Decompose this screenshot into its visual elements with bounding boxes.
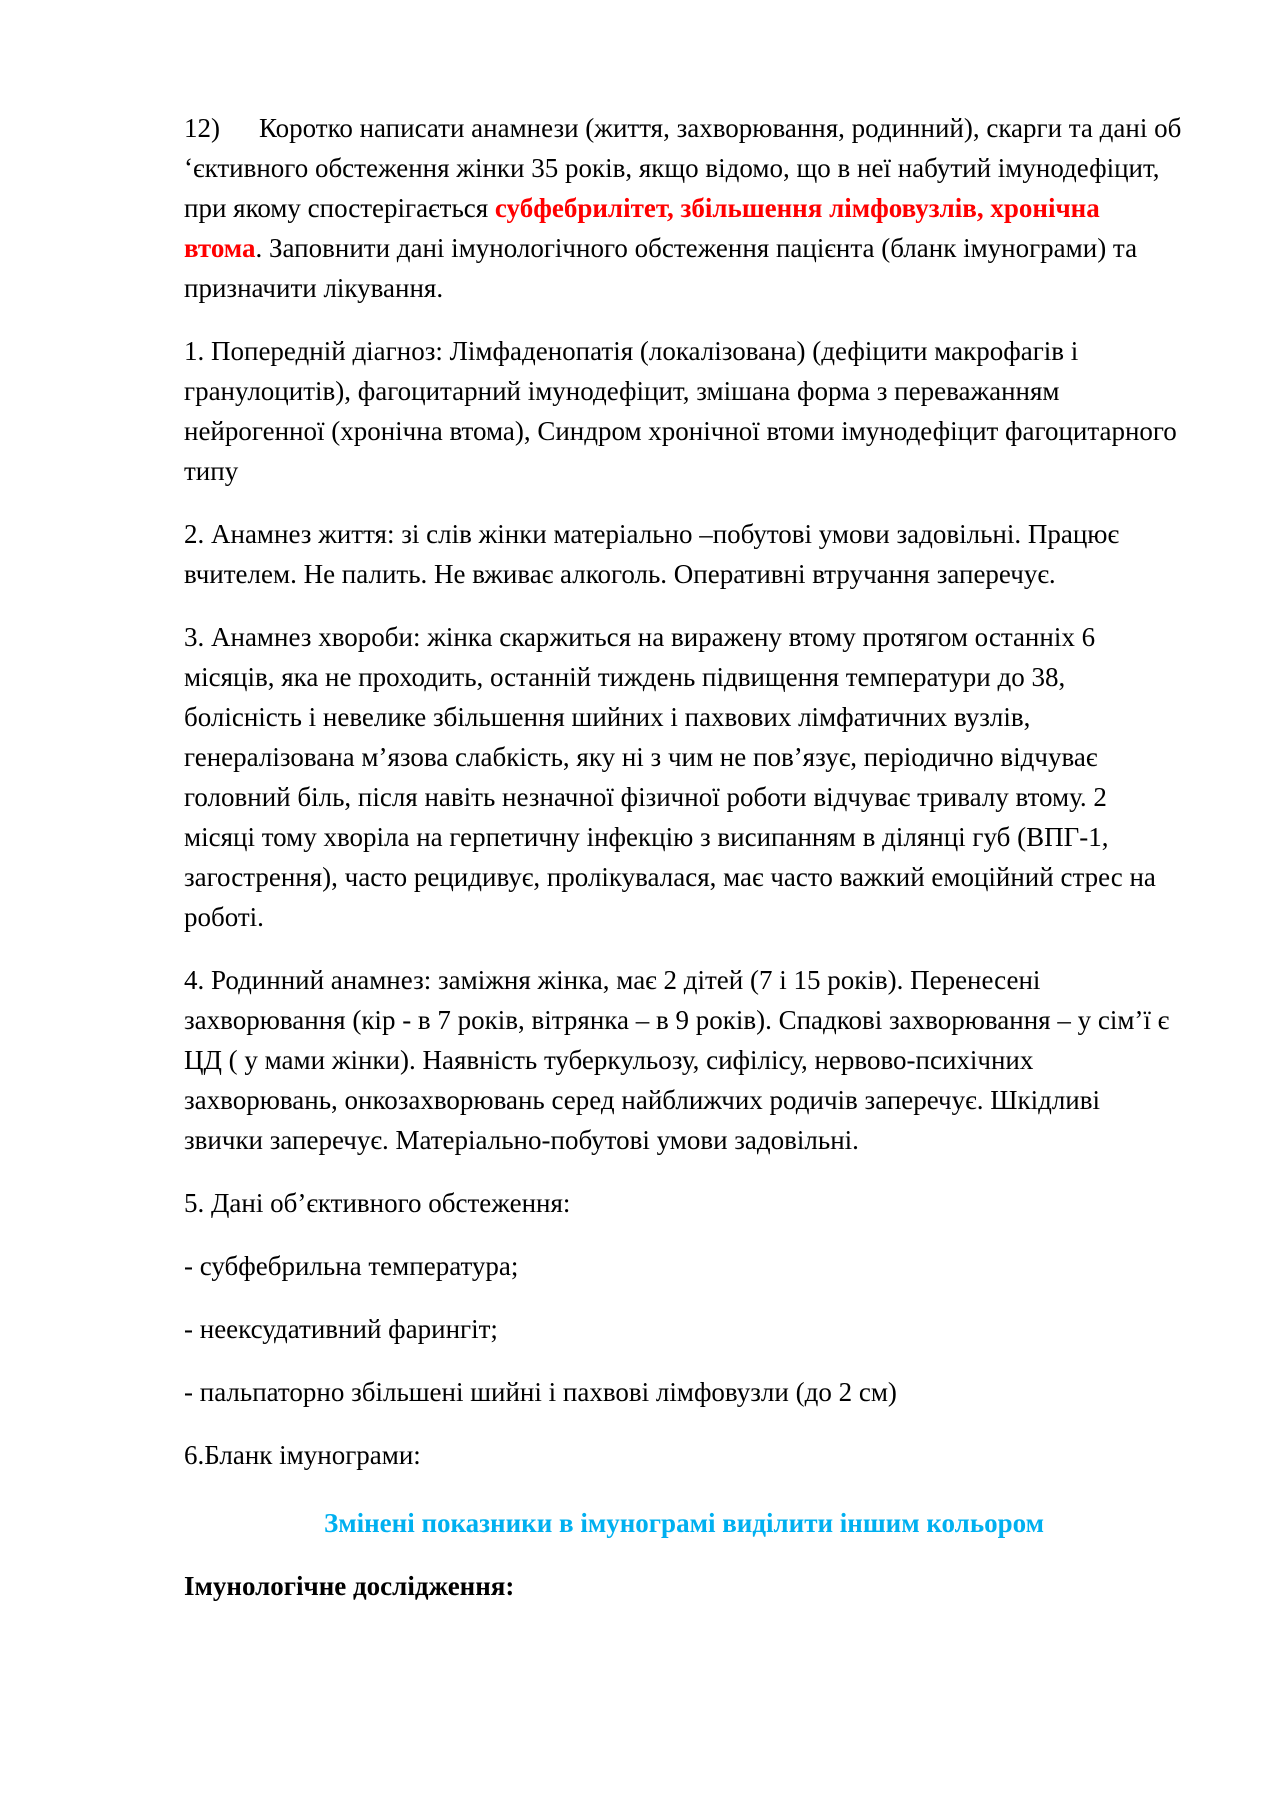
immunology-heading: Імунологічне дослідження: (184, 1571, 515, 1601)
task-text-after: . Заповнити дані імунологічного обстеження пацієнта (бланк імунограми) та призначити лікування. (184, 233, 1138, 303)
objective-item: - неексудативний фарингіт; (184, 1314, 498, 1344)
task-highlight: субфебрилітет, збільшення лімфовузлів, хронічна втома (184, 193, 1100, 263)
task-text-before: Коротко написати анамнези (життя, захворювання, родинний), скарги та дані об ‘єктивного обстеження жінки 35 років, якщо відомо, що в неї набутий імунодефіцит, при якому спостерігається (184, 113, 1182, 223)
family-anamnesis-paragraph: 4. Родинний анамнез: заміжня жінка, має 2 дітей (7 і 15 років). Перенесені захворювання (кір - в 7 років, вітрянка – в 9 років). Спадкові захворювання – у сім’ї є ЦД ( у мами жінки). Наявність туберкульозу, сифілісу, нервово-психічних захворювань, онкозахворювань серед найближчих родичів заперечує. Шкідливі звички заперечує. Матеріально-побутові умови задовільні. (184, 965, 1170, 1155)
task-paragraph (184, 108, 1184, 308)
document-page (184, 108, 1184, 1629)
note-heading: Змінені показники в імунограмі виділити іншим кольором (323, 1508, 1044, 1538)
objective-title: 5. Дані об’єктивного обстеження: (184, 1188, 571, 1218)
diagnosis-paragraph: 1. Попередній діагноз: Лімфаденопатія (локалізована) (дефіцити макрофагів і гранулоцитів), фагоцитарний імунодефіцит, змішана форма з переважанням нейрогенної (хронічна втома), Синдром хронічної втоми імунодефіцит фагоцитарного типу (184, 336, 1177, 486)
objective-item: - субфебрильна температура; (184, 1251, 519, 1281)
life-anamnesis-paragraph: 2. Анамнез життя: зі слів жінки матеріально –побутові умови задовільні. Працює вчителем. Не палить. Не вживає алкоголь. Оперативні втручання заперечує. (184, 519, 1120, 589)
objective-item: - пальпаторно збільшені шийні і пахвові лімфовузли (до 2 см) (184, 1377, 897, 1407)
immunogram-title: 6.Бланк імунограми: (184, 1440, 421, 1470)
disease-anamnesis-paragraph: 3. Анамнез хвороби: жінка скаржиться на виражену втому протягом останніх 6 місяців, яка не проходить, останній тиждень підвищення температури до 38, болісність і невелике збільшення шийних і пахвових лімфатичних вузлів, генералізована м’язова слабкість, яку ні з чим не пов’язує, періодично відчуває головний біль, після навіть незначної фізичної роботи відчуває тривалу втому. 2 місяці тому хворіла на герпетичну інфекцію з висипанням в ділянці губ (ВПГ-1, загострення), часто рецидивує, пролікувалася, має часто важкий емоційний стрес на роботі. (184, 622, 1156, 932)
task-number: 12) (184, 113, 220, 143)
